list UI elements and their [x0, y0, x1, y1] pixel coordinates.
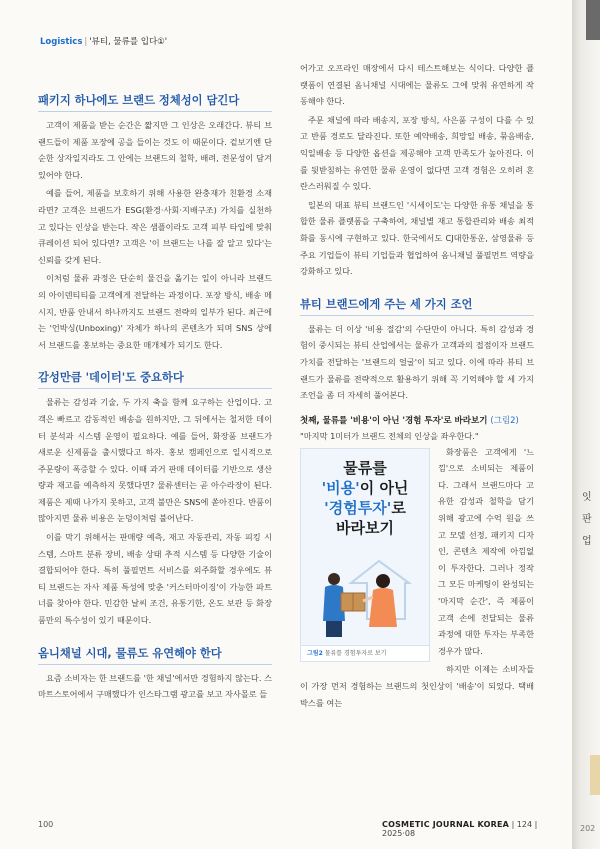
- paragraph: 하지만 이제는 소비자들이 가장 먼저 경험하는 브랜드의 첫인상이 '배송'이 되었다. 택배 박스를 여는: [300, 664, 534, 708]
- paragraph: 어가고 오프라인 매장에서 다시 테스트해보는 식이다. 다양한 플랫폼이 연결된 옴니채널 시대에는 물류도 그에 맞춰 유연하게 작동해야 한다.: [300, 63, 534, 107]
- delivery-illustration: [301, 541, 429, 647]
- customer-body: [369, 588, 397, 627]
- edge-image-fragment: [590, 755, 600, 795]
- paragraph: 예를 들어, 제품을 보호하기 위해 사용한 완충재가 친환경 소재라면? 고객은 브랜드가 ESG(환경·사회·지배구조) 가치를 실천하고 있다는 인상을 받는다. 작은 샘플이라도 고객 피부 타입에 맞춰 큐레이션 되어 있다면? 고객은 '이 브랜드는 나를 잘 알고 있다'는 신뢰를 갖게 된다.: [38, 188, 272, 265]
- issue-info: | 124 | 2025·08: [382, 820, 538, 838]
- paragraph: 고객이 제품을 받는 순간은 짧지만 그 인상은 오래간다. 뷰티 브랜드들이 제품 포장에 공을 들이는 것도 이 때문이다. 겉보기엔 단순한 상자일지라도 그 안에는 브랜드의 철학, 배려, 전문성이 담겨 있어야 한다.: [38, 120, 272, 180]
- paragraph: 이처럼 물류 과정은 단순히 물건을 옮기는 일이 아니라 브랜드의 아이덴티티를 고객에게 전달하는 과정이다. 포장 방식, 배송 메시지, 반품 안내서 하나까지도 브랜드 전략의 일부가 된다. 최근에는 '언박싱(Unboxing)' 자체가 하나의 콘텐츠가 되며 SNS 상에서 브랜드를 홍보하는 중요한 매개체가 되기도 한다.: [38, 273, 272, 350]
- header-separator: |: [84, 37, 88, 47]
- figure-caption: 그림2 물류를 경험투자로 보기: [301, 645, 429, 661]
- figure-wrap: [300, 444, 534, 714]
- figure-line-4: 바라보기: [336, 518, 394, 537]
- edge-footer: 202: [580, 824, 596, 833]
- page-number: 100: [38, 820, 54, 829]
- paragraph: 물류는 더 이상 '비용 절감'의 수단만이 아니다. 특히 감성과 경험이 중시되는 뷰티 산업에서는 물류가 고객과의 접점이자 브랜드 가치를 전달하는 '브랜드의 얼굴'이 되고 있다. 이에 따라 뷰티 브랜드가 물류를 전략적으로 활용하기 위해 꼭 기억해야 할 세 가지 조언을 좀 더 자세히 풀어본다.: [300, 323, 534, 401]
- courier-head: [328, 573, 340, 585]
- subheading-first-advice: 첫째, 물류를 '비용'이 아닌 '경험 투자'로 바라보기 (그림2): [300, 415, 519, 426]
- figure-line-2: '비용'이 아닌: [321, 478, 409, 497]
- left-column: [38, 92, 272, 705]
- paragraph: 요즘 소비자는 한 브랜드를 '한 채널'에서만 경험하지 않는다. 스마트스토어에서 구매했다가 인스타그램 광고를 보고 자사몰로 들: [38, 672, 272, 700]
- right-column: [300, 60, 534, 713]
- edge-dark-strip: [586, 0, 600, 40]
- figure-line-1: 물류를: [343, 458, 387, 477]
- paragraph: 주문 채널에 따라 배송지, 포장 방식, 사은품 구성이 다를 수 있고 반품 경로도 달라진다. 또한 예약배송, 희망일 배송, 묶음배송, 익일배송 등 다양한 옵션을 제공해야 고객 만족도가 높아진다. 이를 뒷받침하는 유연한 물류 운영이 없다면 고객 경험은 오히려 혼란스러워질 수 있다.: [300, 114, 534, 192]
- next-page-edge: [572, 0, 600, 849]
- quote: "마지막 1미터가 브랜드 전체의 인상을 좌우한다.": [300, 430, 479, 441]
- paragraph: 이를 막기 위해서는 판매량 예측, 재고 자동관리, 자동 피킹 시스템, 스마트 분류 장비, 배송 상태 추적 시스템 등 다양한 기술이 결합되어야 한다. 특히 풀필먼트 서비스를 외주화할 경우에도 뷰티 브랜드는 자사 제품 특성에 맞춘 '커스터마이징'이 가능한 파트너를 찾아야 한다. 민감한 날씨 조건, 유통기한, 온도 보관 등 화장품만의 특수성이 있기 때문이다.: [38, 532, 272, 626]
- figure-reference: (그림2): [490, 415, 519, 426]
- series-title: '뷰티, 물류를 입다①': [89, 37, 168, 47]
- edge-text: 잇: [582, 492, 592, 503]
- paragraph: 물류는 감성과 기술, 두 가지 축을 함께 요구하는 산업이다. 고객은 빠르고 감동적인 배송을 원하지만, 그 뒤에서는 철저한 데이터 분석과 시스템 운영이 필요하다. 예를 들어, 화장품 브랜드가 새로운 신제품을 출시했다고 하자. 홍보 캠페인으로 일시적으로 주문량이 폭증할 수 있다. 이때 과거 판매 데이터를 기반으로 생산량과 재고를 예측하지 못했다면? 물류센터는 곧 아수라장이 된다. 제품은 제때 나가지 못하고, 고객 불만은 SNS에 쏟아진다. 반품이 많아지면 물류 비용은 눈덩이처럼 불어난다.: [38, 397, 272, 524]
- paragraph: 화장품은 고객에게 '느낌'으로 소비되는 제품이다. 그래서 브랜드마다 고유한 감성과 철학을 담기 위해 광고에 수억 원을 쓰고 모델 선정, 패키지 디자인, 콘텐츠 제작에 아낌없이 투자한다. 그러나 정작 그 모든 마케팅이 완성되는 '마지막 순간', 즉 제품이 고객 손에 전달되는 물류 과정에 대한 투자는 부족한 경우가 많다.: [438, 446, 534, 656]
- figure-2: [300, 448, 430, 662]
- section-heading-packaging: 패키지 하나에도 브랜드 정체성이 담긴다: [38, 92, 272, 112]
- footer-magazine: [382, 820, 572, 838]
- section-heading-data: 감성만큼 '데이터'도 중요하다: [38, 369, 272, 389]
- paragraph: 일본의 대표 뷰티 브랜드인 '시세이도'는 다양한 유통 채널을 통합한 물류 플랫폼을 구축하여, 채널별 재고 통합관리와 배송 최적화를 동시에 구현하고 있다. 한국에서도 CJ대한통운, 삼영물류 등 주요 기업들이 뷰티 기업들과 협업하여 옴니채널 풀필먼트 역량을 강화하고 있다.: [300, 199, 534, 277]
- customer-head: [376, 574, 390, 588]
- figure-line-3: '경험투자'로: [324, 498, 406, 517]
- section-heading-omnichannel: 옴니채널 시대, 물류도 유연해야 한다: [38, 645, 272, 665]
- section-heading-advice: 뷰티 브랜드에게 주는 세 가지 조언: [300, 296, 534, 316]
- courier-legs: [326, 621, 342, 637]
- running-header: [40, 35, 167, 47]
- section-label: Logistics: [40, 37, 83, 47]
- edge-text: 판: [582, 514, 592, 525]
- magazine-name: COSMETIC JOURNAL KOREA: [382, 820, 510, 829]
- edge-text: 업: [582, 536, 592, 547]
